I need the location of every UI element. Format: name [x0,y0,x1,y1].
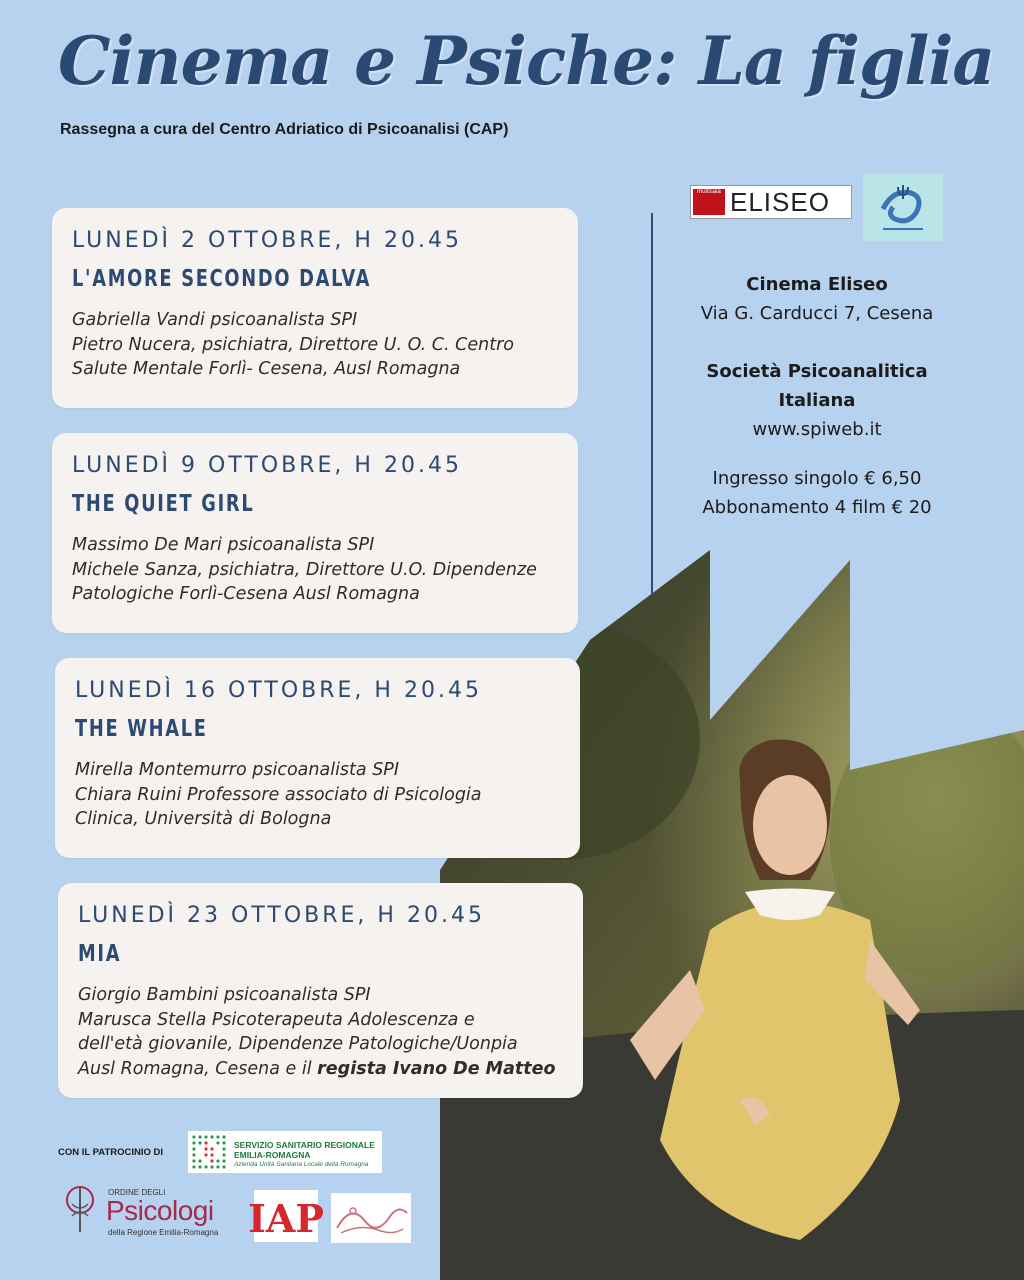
director-highlight: regista Ivano De Matteo [317,1058,556,1079]
ssr-line3: Azienda Unità Sanitaria Locale della Romagna [234,1161,369,1168]
venue-name: Cinema Eliseo [746,274,888,295]
price-info [688,464,946,522]
speaker-line: Giorgio Bambini psicoanalista SPI [78,985,371,1005]
speaker-line: Marusca Stella Psicoterapeuta Adolescenza e [78,1009,475,1030]
patronage-label: CON IL PATROCINIO DI [58,1147,164,1158]
event-speakers [75,758,566,832]
eliseo-logo-text: ELISEO [730,186,830,217]
speaker-line: Clinica, Università di Bologna [75,809,332,829]
price-subscription: Abbonamento 4 film € 20 [702,497,932,518]
society-info [688,357,946,444]
speaker-line: Patologiche Forlì-Cesena Ausl Romagna [72,584,420,604]
poster-title: Cinema e Psiche: La figlia [58,22,995,100]
ssr-line1: SERVIZIO SANITARIO REGIONALE [234,1140,375,1150]
ordine-line1: ORDINE DEGLI [108,1188,166,1197]
speaker-line [78,1057,569,1082]
society-website[interactable]: www.spiweb.it [752,419,882,440]
eliseo-logo [690,185,852,219]
event-date: LUNEDÌ 9 OTTOBRE, H 20.45 [72,453,462,478]
venue-address: Via G. Carducci 7, Cesena [700,303,934,324]
speaker-line: Chiara Ruini Professore associato di Psicologia [75,784,482,805]
event-speakers [72,308,564,382]
speaker-line: Pietro Nucera, psichiatra, Direttore U. O. C. Centro [72,334,514,355]
iap-text: IAP [248,1196,324,1241]
event-card [52,208,578,408]
speaker-line: Gabriella Vandi psicoanalista SPI [72,310,358,330]
event-film-title: L'AMORE SECONDO DALVA [72,266,372,292]
ssr-logo [188,1131,382,1173]
ordine-line2: Psicologi [106,1195,214,1226]
event-speakers [72,533,564,607]
cap-logo [863,173,943,241]
event-card [52,433,578,633]
event-date: LUNEDÌ 16 OTTOBRE, H 20.45 [75,678,482,703]
ordine-psicologi-logo [58,1180,248,1240]
event-speakers [78,983,569,1081]
event-film-title: THE QUIET GIRL [72,491,255,517]
speaker-line: Massimo De Mari psicoanalista SPI [72,535,375,555]
ssr-line2: EMILIA-ROMAGNA [234,1150,311,1160]
event-date: LUNEDÌ 23 OTTOBRE, H 20.45 [78,903,485,928]
divider-line [651,213,653,595]
speaker-line: Salute Mentale Forlì- Cesena, Ausl Romagna [72,359,461,379]
iap-logo [248,1190,324,1242]
venue-info [688,270,946,328]
caduceus-icon [58,1182,102,1238]
speaker-line-text: Ausl Romagna, Cesena e il [78,1058,312,1079]
dot-grid-icon [191,1134,229,1170]
poster-subtitle: Rassegna a cura del Centro Adriatico di Psicoanalisi (CAP) [60,121,509,138]
curve-logo [331,1193,411,1243]
society-name-line1: Società Psicoanalitica [706,361,928,382]
event-film-title: MIA [78,941,122,967]
iap-mark-icon [248,1190,324,1242]
society-name-line2: Italiana [778,390,856,411]
event-film-title: THE WHALE [75,716,208,742]
speaker-line: Michele Sanza, psichiatra, Direttore U.O. Dipendenze [72,559,537,580]
event-date: LUNEDÌ 2 OTTOBRE, H 20.45 [72,228,462,253]
speaker-line: dell'età giovanile, Dipendenze Patologiche/Uonpia [78,1034,518,1054]
figure-curve-icon [331,1193,411,1243]
psi-wave-icon [873,179,933,235]
eliseo-logo-mark: multisala [693,189,725,215]
event-card [55,658,580,858]
event-card [58,883,583,1098]
ordine-line3: della Regione Emilia-Romagna [108,1228,219,1237]
speaker-line: Mirella Montemurro psicoanalista SPI [75,760,400,780]
price-single: Ingresso singolo € 6,50 [712,468,922,489]
